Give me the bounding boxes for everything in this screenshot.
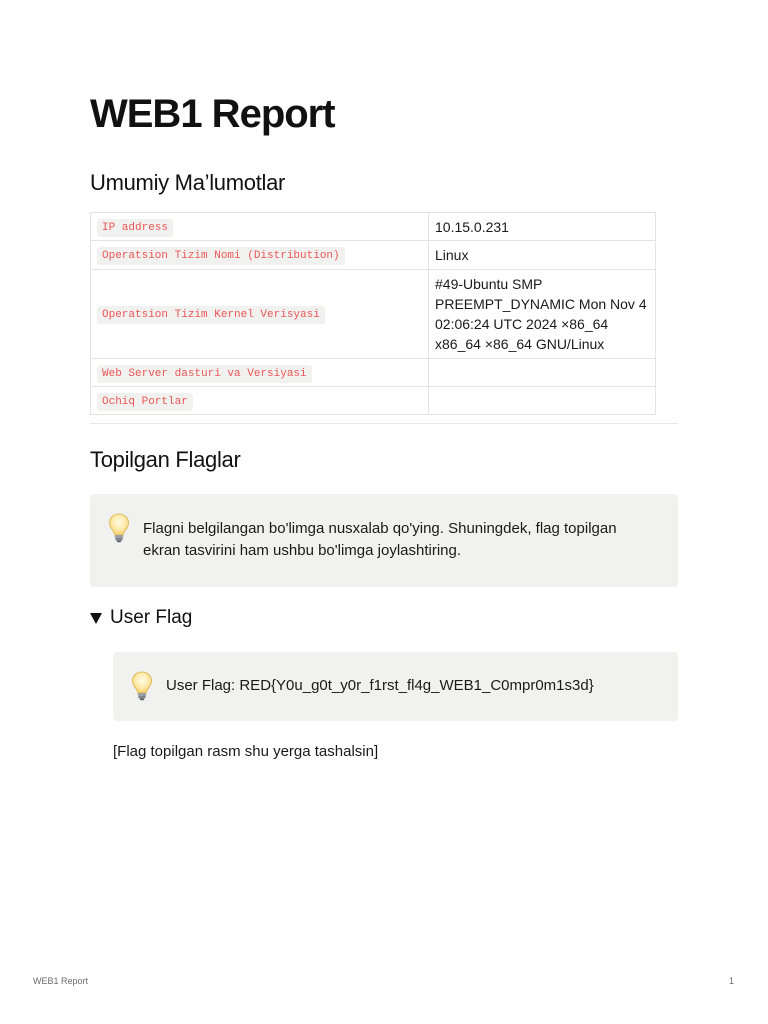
section-divider — [90, 423, 678, 424]
flags-section-heading: Topilgan Flaglar — [90, 447, 241, 472]
value-open-ports[interactable] — [429, 387, 656, 415]
key-open-ports: Ochiq Portlar — [97, 393, 193, 411]
value-ip-address: 10.15.0.231 — [429, 213, 656, 241]
value-web-server[interactable] — [429, 359, 656, 387]
key-web-server: Web Server dasturi va Versiyasi — [97, 365, 312, 383]
instruction-callout-text: Flagni belgilangan bo'limga nusxalab qo'ying. Shuningdek, flag topilgan ekran tasvirini ham ushbu bo'limga joylashtiring. — [143, 520, 617, 559]
key-ip-address: IP address — [97, 219, 173, 237]
toggle-triangle-icon[interactable] — [90, 613, 102, 624]
table-key-cell — [91, 270, 429, 359]
page-title: WEB1 Report — [90, 92, 335, 136]
lightbulb-icon — [131, 671, 153, 701]
table-row — [91, 213, 656, 241]
lightbulb-icon — [108, 513, 130, 543]
screenshot-placeholder-text: [Flag topilgan rasm shu yerga tashalsin] — [113, 743, 379, 760]
table-key-cell — [91, 359, 429, 387]
info-table — [90, 212, 656, 415]
footer-page-number: 1 — [729, 976, 735, 986]
info-section-heading: Umumiy Ma’lumotlar — [90, 170, 286, 195]
user-flag-toggle-label: User Flag — [110, 607, 193, 628]
key-kernel-version: Operatsion Tizim Kernel Verisyasi — [97, 306, 325, 324]
table-key-cell — [91, 387, 429, 415]
table-row — [91, 241, 656, 270]
table-row — [91, 359, 656, 387]
table-key-cell — [91, 213, 429, 241]
table-key-cell — [91, 241, 429, 270]
key-os-name: Operatsion Tizim Nomi (Distribution) — [97, 247, 345, 265]
table-row — [91, 270, 656, 359]
user-flag-text: User Flag: RED{Y0u_g0t_y0r_f1rst_fl4g_WEB1_C0mpr0m1s3d} — [166, 677, 594, 694]
value-os-name: Linux — [429, 241, 656, 270]
footer-document-title: WEB1 Report — [33, 976, 89, 986]
value-kernel-version: #49-Ubuntu SMP PREEMPT_DYNAMIC Mon Nov 4 02:06:24 UTC 2024 ×86_64 x86_64 ×86_64 GNU/Linux — [429, 270, 656, 359]
user-flag-callout — [113, 652, 678, 721]
user-flag-toggle[interactable] — [90, 607, 192, 629]
table-row — [91, 387, 656, 415]
instruction-callout — [90, 494, 678, 587]
